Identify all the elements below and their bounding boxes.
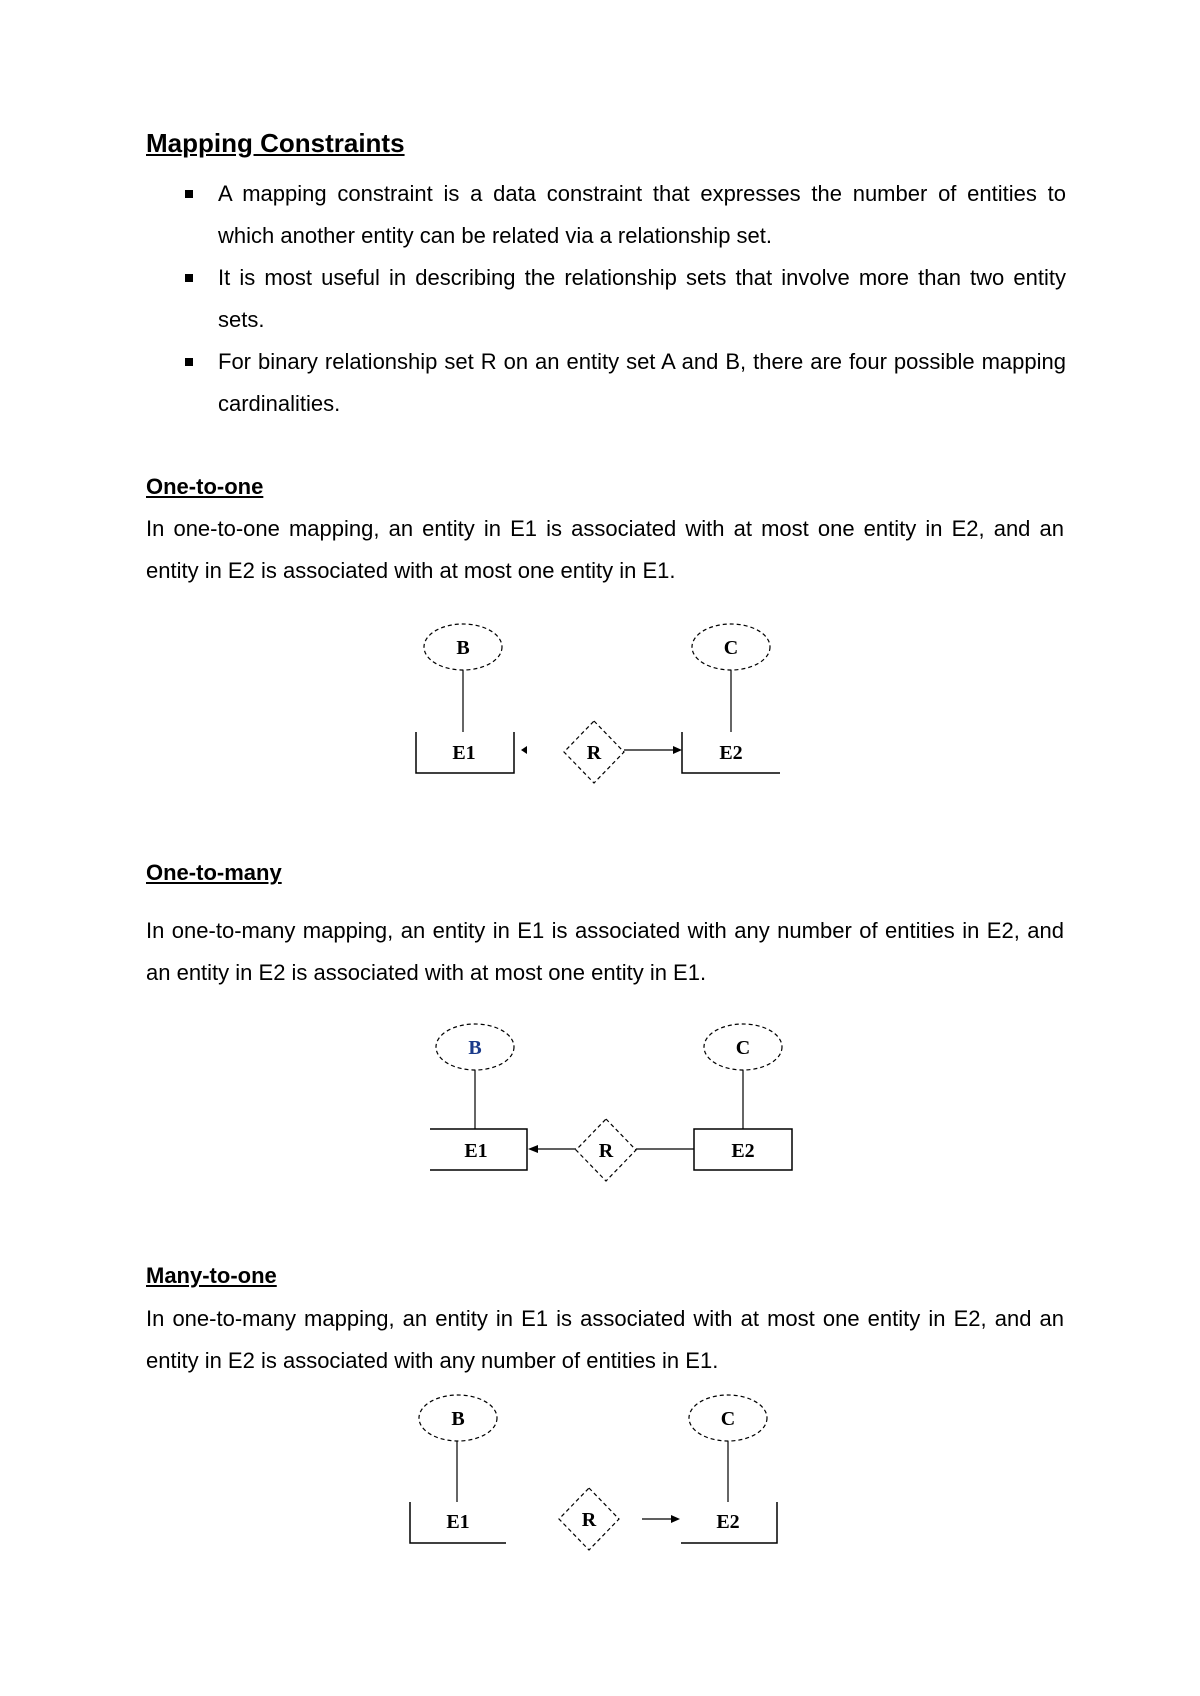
square-bullet-icon — [185, 358, 193, 366]
er-diagram-many-to-one — [0, 1390, 1200, 1570]
section-text-one-to-many: In one-to-many mapping, an entity in E1 is associated with any number of entities in E2, and an entity in E2 is associated with at most one entity in E1. — [146, 918, 1064, 985]
section-text-one-to-one: In one-to-one mapping, an entity in E1 is associated with at most one entity in E2, and an entity in E2 is associated with at most one entity in E1. — [146, 516, 1064, 583]
entity-e2-label: E2 — [716, 1511, 740, 1533]
arrowhead-icon — [521, 746, 527, 754]
relationship-r-label: R — [598, 1140, 614, 1162]
arrowhead-icon — [671, 1515, 680, 1523]
attribute-b-label: B — [451, 1408, 465, 1430]
entity-e1-label: E1 — [464, 1140, 488, 1162]
attribute-b-label: B — [468, 1037, 482, 1059]
er-diagram-one-to-one — [0, 615, 1200, 795]
page-title: Mapping Constraints — [146, 128, 405, 158]
section-heading-one-to-one: One-to-one — [146, 474, 264, 499]
section-heading-one-to-many: One-to-many — [146, 860, 282, 885]
attribute-b-label: B — [456, 637, 470, 659]
square-bullet-icon — [185, 274, 193, 282]
bullet-item — [146, 341, 1066, 425]
bullet-text: A mapping constraint is a data constraint that expresses the number of entities to which another entity can be related via a relationship set. — [218, 181, 1066, 248]
arrowhead-icon — [673, 746, 682, 754]
er-diagram-one-to-many — [0, 1015, 1200, 1195]
bullet-text: It is most useful in describing the relationship sets that involve more than two entity sets. — [218, 265, 1066, 332]
entity-e2-label: E2 — [719, 742, 743, 764]
entity-e1-label: E1 — [446, 1511, 470, 1533]
attribute-c-label: C — [723, 637, 739, 659]
bullet-text: For binary relationship set R on an entity set A and B, there are four possible mapping cardinalities. — [218, 349, 1066, 416]
entity-e1-label: E1 — [452, 742, 476, 764]
relationship-r-label: R — [581, 1509, 597, 1531]
relationship-r-label: R — [586, 742, 602, 764]
bullet-item — [146, 173, 1066, 257]
entity-e2-label: E2 — [731, 1140, 755, 1162]
attribute-c-label: C — [735, 1037, 751, 1059]
square-bullet-icon — [185, 190, 193, 198]
arrowhead-icon — [528, 1145, 538, 1153]
bullet-list — [146, 173, 1066, 425]
attribute-c-label: C — [720, 1408, 736, 1430]
bullet-item — [146, 257, 1066, 341]
section-text-many-to-one: In one-to-many mapping, an entity in E1 is associated with at most one entity in E2, and an entity in E2 is associated with any number of entities in E1. — [146, 1306, 1064, 1373]
section-heading-many-to-one: Many-to-one — [146, 1263, 277, 1288]
